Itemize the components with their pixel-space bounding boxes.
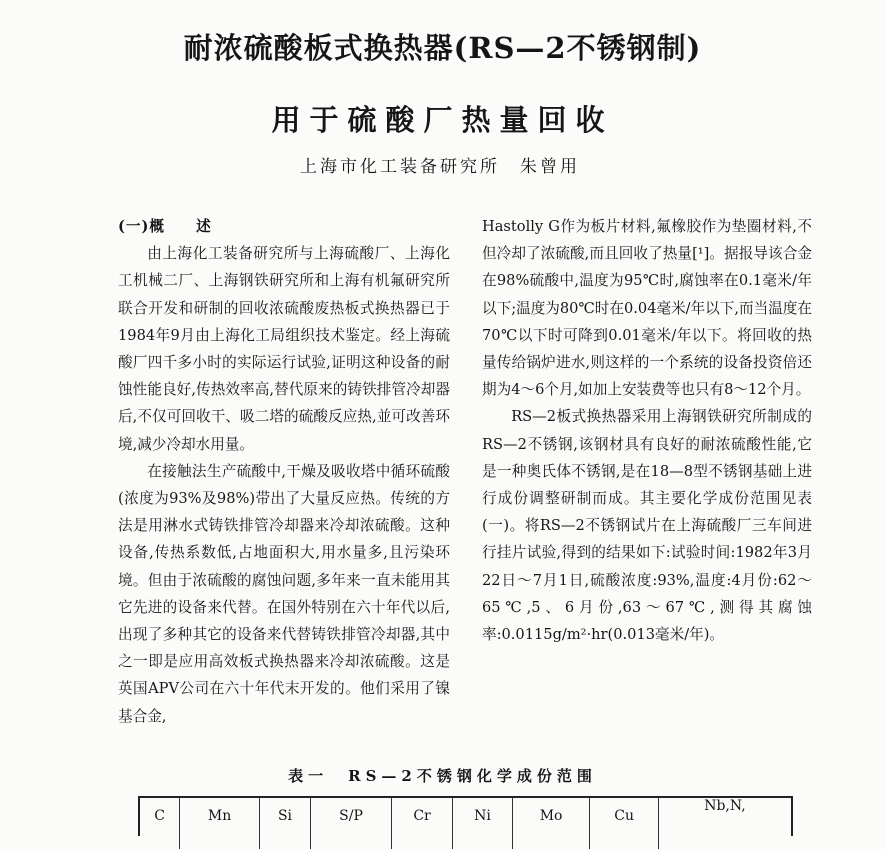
table-caption: 表一 RS—2不锈钢化学成份范围 [288, 767, 597, 785]
right-paragraph-2: RS—2板式换热器采用上海钢铁研究所制成的RS—2不锈钢,该钢材具有良好的耐浓硫酸性能,它是一种奥氏体不锈钢,是在18—8型不锈钢基础上进行成份调整研制而成。其主要化学成份范围见表(一)。将RS—2不锈钢试片在上海硫酸厂三车间进行挂片试验,得到的结果如下:试验时间:1982年3月22日～7月1日,硫酸浓度:93%,温度:4月份:62～65℃,5、6月份,63～67℃,测得其腐蚀率:0.0115g/m²·hr(0.013毫米/年)。 [482, 408, 812, 644]
table-header-cell: Si [259, 798, 310, 849]
table-header-row [140, 798, 791, 849]
left-column [118, 213, 450, 730]
table-header-cell: Ni [453, 798, 512, 849]
table-header-cell: Cu [590, 798, 659, 849]
composition-table [138, 796, 793, 836]
title-line-1: 耐浓硫酸板式换热器(RS—2不锈钢制) [183, 31, 702, 65]
section-heading: (一)概 述 [118, 218, 212, 235]
table-header-cell: Mo [512, 798, 590, 849]
left-paragraph-1: 由上海化工装备研究所与上海硫酸厂、上海化工机械二厂、上海钢铁研究所和上海有机氟研究所联合开发和研制的回收浓硫酸废热板式换热器已于1984年9月由上海化工局组织技术鉴定。经上海硫酸厂四千多小时的实际运行试验,证明这种设备的耐蚀性能良好,传热效率高,替代原来的铸铁排管冷却器后,不仅可回收干、吸二塔的硫酸反应热,並可改善环境,减少冷却水用量。 [118, 245, 450, 453]
title-line-2: 用于硫酸厂热量回收 [271, 103, 614, 137]
table-header-cell: Cr [391, 798, 453, 849]
table-header-cell: C [140, 798, 180, 849]
table-header-cell: Nb,N, [704, 798, 746, 814]
author-affiliation: 上海市化工装备研究所 朱曾用 [300, 157, 580, 177]
right-paragraph-1: Hastolly G作为板片材料,氟橡胶作为垫圈材料,不但冷却了浓硫酸,而且回收了热量[¹]。据报导该合金在98%硫酸中,温度为95℃时,腐蚀率在0.1毫米/年以下;温度为80℃时在0.04毫米/年以下,而当温度在70℃以下时可降到0.01毫米/年以下。将回收的热量传给锅炉进水,则这样的一个系统的设备投资倍还期为4～6个月,如加上安装费等也只有8～12个月。 [482, 218, 812, 399]
table-header-cell: S/P [311, 798, 392, 849]
right-column [482, 213, 812, 648]
table-header-cell: Mn [180, 798, 259, 849]
left-paragraph-2: 在接触法生产硫酸中,干燥及吸收塔中循环硫酸(浓度为93%及98%)带出了大量反应热。传统的方法是用淋水式铸铁排管冷却器来冷却浓硫酸。这种设备,传热系数低,占地面积大,用水量多,且污染环境。但由于浓硫酸的腐蚀问题,多年来一直未能用其它先进的设备来代替。在国外特别在六十年代以后,出现了多种其它的设备来代替铸铁排管冷却器,其中之一即是应用高效板式换热器来冷却浓硫酸。这是英国APV公司在六十年代末开发的。他们采用了镍基合金, [118, 462, 450, 725]
